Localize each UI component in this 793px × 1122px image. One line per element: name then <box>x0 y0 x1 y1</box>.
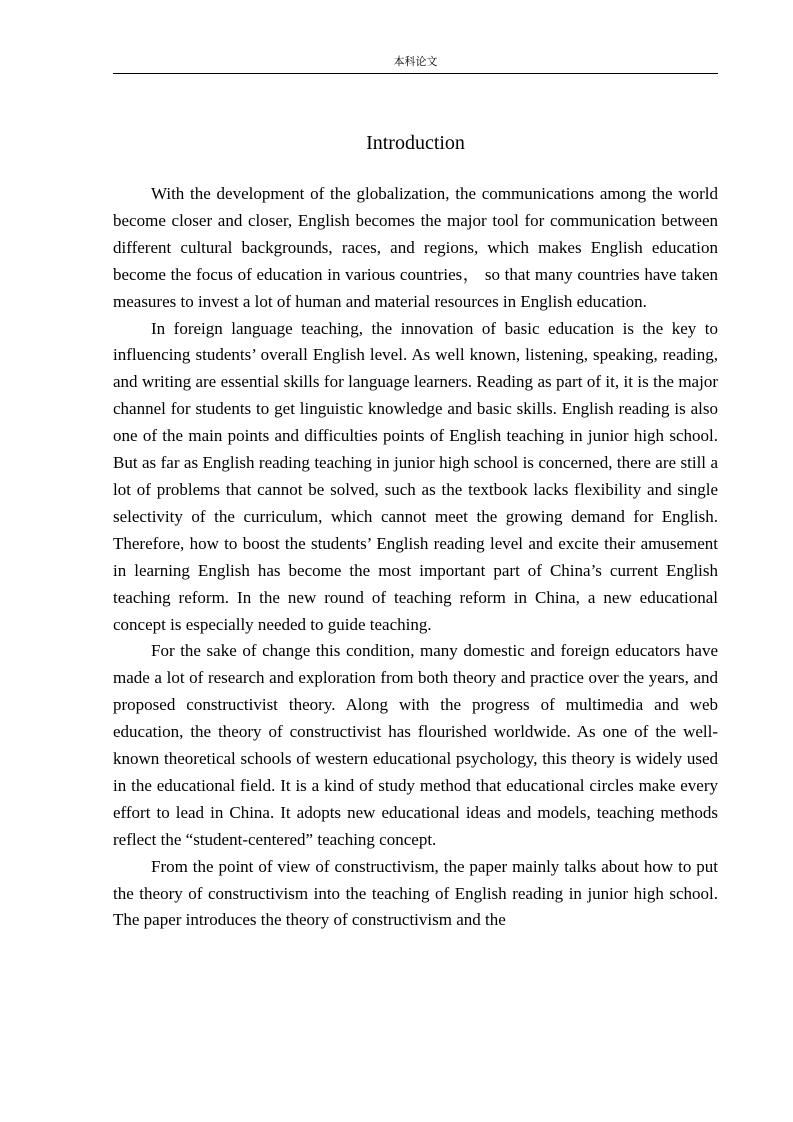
paragraph: With the development of the globalization, the communications among the world become closer and closer, English becomes the major tool for communication between different cultural backgrounds, races, and regions, which makes English education become the focus of education in various countries， so that many countries have taken measures to invest a lot of human and material resources in English education. <box>113 184 718 311</box>
header-divider <box>113 73 718 74</box>
paragraph: From the point of view of constructivism, the paper mainly talks about how to put the theory of constructivism into the teaching of English reading in junior high school. The paper introduces the theory of constructivism and the <box>113 856 718 930</box>
body-text <box>113 181 718 934</box>
running-header: 本科论文 <box>393 55 438 68</box>
paragraph: For the sake of change this condition, many domestic and foreign educators have made a lot of research and exploration from both theory and practice over the years, and proposed constructivist theory. Along with the progress of multimedia and web education, the theory of constructivist has flourished worldwide. As one of the well-known theoretical schools of western educational psychology, this theory is widely used in the educational field. It is a kind of study method that educational circles make every effort to lead in China. It adopts new educational ideas and models, teaching methods reflect the “student-centered” teaching concept. <box>113 641 718 849</box>
paragraph: In foreign language teaching, the innovation of basic education is the key to influencing students’ overall English level. As well known, listening, speaking, reading, and writing are essential skills for language learners. Reading as part of it, it is the major channel for students to get linguistic knowledge and basic skills. English reading is also one of the main points and difficulties points of English teaching in junior high school. But as far as English reading teaching in junior high school is concerned, there are still a lot of problems that cannot be solved, such as the textbook lacks flexibility and single selectivity of the curriculum, which cannot meet the growing demand for English. Therefore, how to boost the students’ English reading level and excite their amusement in learning English has become the most important part of China’s current English teaching reform. In the new round of teaching reform in China, a new educational concept is especially needed to guide teaching. <box>113 318 718 634</box>
section-title: Introduction <box>366 132 465 154</box>
